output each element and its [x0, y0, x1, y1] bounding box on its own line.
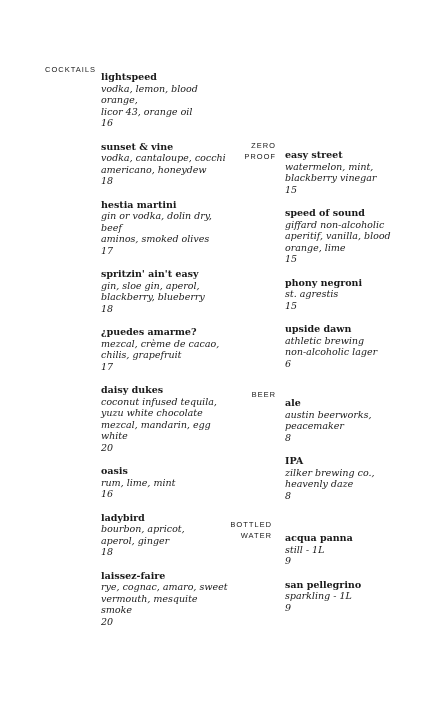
menu-item-ale: ale austin beerworks, peacemaker 8: [285, 398, 372, 444]
section-label-cocktails: COCKTAILS: [45, 65, 96, 74]
menu-item-spritzin-aint-easy: spritzin' ain't easy gin, sloe gin, aperol, blackberry, blueberry 18: [101, 269, 205, 315]
beer-list: [285, 398, 415, 514]
bottled-water-list: [285, 533, 415, 626]
menu-item-puedes-amarme: ¿puedes amarme? mezcal, crème de cacao, chilis, grapefruit 17: [101, 327, 220, 373]
menu-item-easy-street: easy street watermelon, mint, blackberry vinegar 15: [285, 150, 377, 196]
zero-proof-list: [285, 150, 415, 382]
menu-item-ladybird: ladybird bourbon, apricot, aperol, ginger 18: [101, 512, 185, 558]
menu-item-ipa: IPA zilker brewing co., heavenly daze 8: [285, 456, 375, 502]
menu-item-daisy-dukes: daisy dukes coconut infused tequila, yuzu white chocolate mezcal, mandarin, egg white 20: [101, 385, 217, 454]
menu-item-speed-of-sound: speed of sound giffard non-alcoholic aperitif, vanilla, blood orange, lime 15: [285, 208, 391, 265]
cocktails-list: [101, 72, 231, 640]
menu-item-hestia-martini: hestia martini gin or vodka, dolin dry, beef aminos, smoked olives 17: [101, 199, 212, 257]
menu-item-sunset-vine: sunset & vine vodka, cantaloupe, cocchi americano, honeydew 18: [101, 141, 226, 187]
section-label-bottled-water: BOTTLED WATER: [230, 520, 272, 540]
section-label-beer: BEER: [251, 390, 276, 399]
menu-item-lightspeed: lightspeed vodka, lemon, blood orange, licor 43, orange oil 16: [101, 72, 198, 129]
menu-item-phony-negroni: phony negroni st. agrestis 15: [285, 277, 363, 312]
section-label-zero-proof: ZERO PROOF: [244, 141, 276, 161]
menu-item-san-pellegrino: san pellegrino sparkling - 1L 9: [285, 579, 362, 614]
menu-item-upside-dawn: upside dawn athletic brewing non-alcoholic lager 6: [285, 324, 378, 370]
menu-item-acqua-panna: acqua panna still - 1L 9: [285, 533, 353, 567]
menu-item-laissez-faire: laissez-faire rye, cognac, amaro, sweet vermouth, mesquite smoke 20: [101, 570, 228, 628]
menu-item-oasis: oasis rum, lime, mint 16: [101, 466, 176, 500]
